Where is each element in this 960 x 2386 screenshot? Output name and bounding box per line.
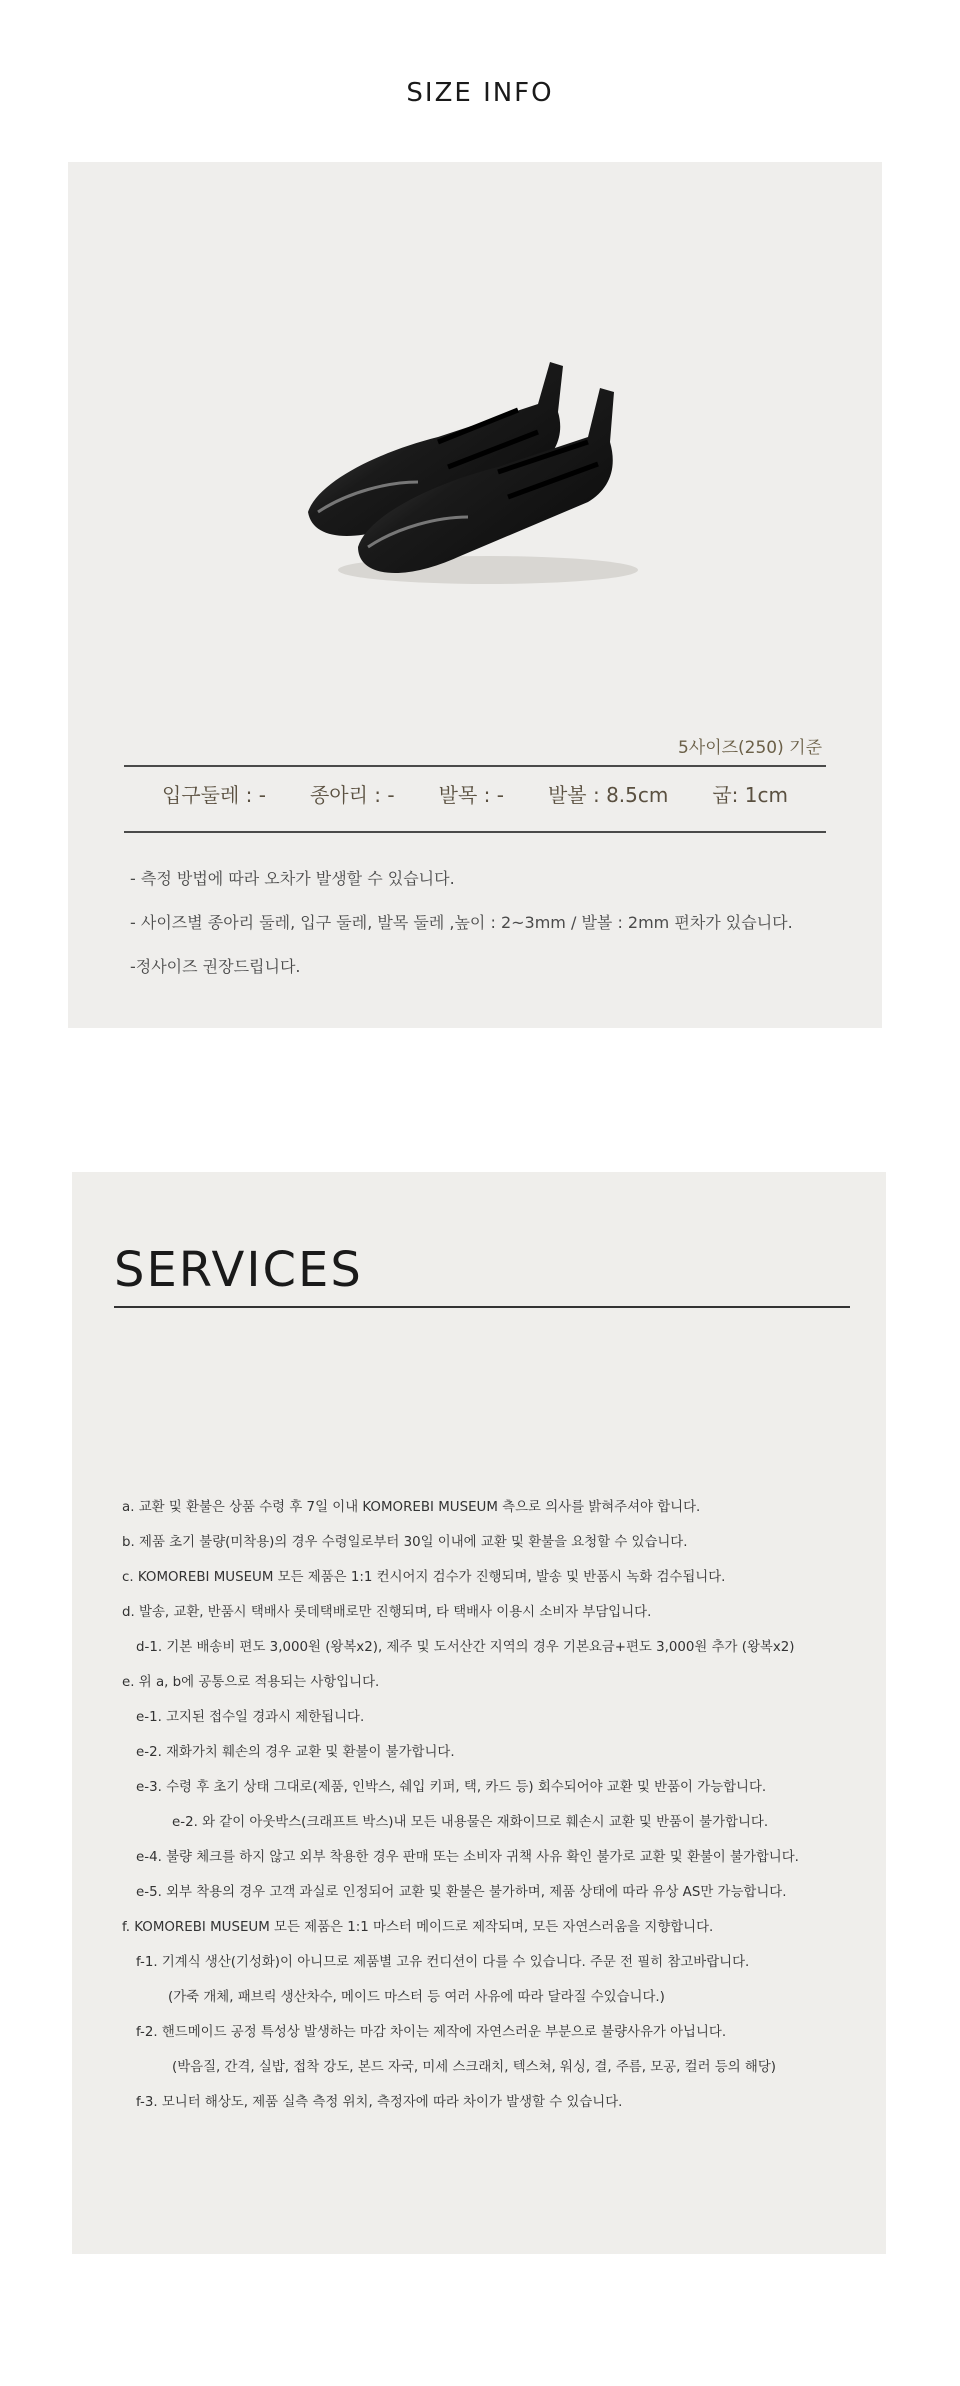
note-line: -정사이즈 권장드립니다. — [130, 957, 301, 976]
divider-top — [124, 765, 826, 767]
size-info-title: SIZE INFO — [406, 78, 554, 108]
term-line: f-1. 기계식 생산(기성화)이 아니므로 제품별 고유 컨디션이 다를 수 있습니다. 주문 전 필히 참고바랍니다. — [136, 1955, 750, 1970]
term-line: d. 발송, 교환, 반품시 택배사 롯데택배로만 진행되며, 타 택배사 이용시 소비자 부담입니다. — [122, 1605, 652, 1620]
term-line: d-1. 기본 배송비 편도 3,000원 (왕복x2), 제주 및 도서산간 지역의 경우 기본요금+편도 3,000원 추가 (왕복x2) — [136, 1640, 795, 1655]
term-line: e-1. 고지된 접수일 경과시 제한됩니다. — [136, 1710, 365, 1725]
services-divider — [114, 1306, 850, 1308]
term-line: a. 교환 및 환불은 상품 수령 후 7일 이내 KOMOREBI MUSEUM 측으로 의사를 밝혀주셔야 합니다. — [122, 1500, 701, 1515]
services-title: SERVICES — [114, 1242, 363, 1298]
term-line: e-2. 재화가치 훼손의 경우 교환 및 환불이 불가합니다. — [136, 1745, 455, 1760]
term-line: e. 위 a, b에 공통으로 적용되는 사항입니다. — [122, 1675, 380, 1690]
measurement-item: 발목 : - — [438, 783, 504, 807]
term-line: e-5. 외부 착용의 경우 고객 과실로 인정되어 교환 및 환불은 불가하며, 제품 상태에 따라 유상 AS만 가능합니다. — [136, 1885, 787, 1900]
term-line: f-2. 핸드메이드 공정 특성상 발생하는 마감 차이는 제작에 자연스러운 부분으로 불량사유가 아닙니다. — [136, 2025, 727, 2040]
note-line: - 사이즈별 종아리 둘레, 입구 둘레, 발목 둘레 ,높이 : 2~3mm / 발볼 : 2mm 편차가 있습니다. — [130, 913, 793, 932]
size-basis: 5사이즈(250) 기준 — [677, 738, 822, 758]
term-line: f-3. 모니터 해상도, 제품 실측 측정 위치, 측정자에 따라 차이가 발생할 수 있습니다. — [136, 2095, 623, 2110]
measurement-item: 종아리 : - — [309, 783, 395, 807]
term-line: (박음질, 간격, 실밥, 접착 강도, 본드 자국, 미세 스크래치, 텍스쳐, 워싱, 결, 주름, 모공, 컬러 등의 해당) — [172, 2060, 776, 2075]
note-line: - 측정 방법에 따라 오차가 발생할 수 있습니다. — [130, 869, 455, 888]
term-line: b. 제품 초기 불량(미착용)의 경우 수령일로부터 30일 이내에 교환 및 환불을 요청할 수 있습니다. — [122, 1535, 688, 1550]
services-panel — [72, 1172, 886, 2254]
term-line: f. KOMOREBI MUSEUM 모든 제품은 1:1 마스터 메이드로 제작되며, 모든 자연스러움을 지향합니다. — [122, 1920, 714, 1935]
term-line: (가죽 개체, 패브릭 생산차수, 메이드 마스터 등 여러 사유에 따라 달라질 수있습니다.) — [168, 1990, 665, 2005]
term-line: e-2. 와 같이 아웃박스(크래프트 박스)내 모든 내용물은 재화이므로 훼손시 교환 및 반품이 불가합니다. — [172, 1815, 769, 1830]
measurement-item: 발볼 : 8.5cm — [547, 783, 669, 807]
divider-bottom — [124, 831, 826, 833]
term-line: e-3. 수령 후 초기 상태 그대로(제품, 인박스, 쉐입 키퍼, 택, 카드 등) 회수되어야 교환 및 반품이 가능합니다. — [136, 1780, 767, 1795]
measurement-item: 굽: 1cm — [712, 783, 788, 807]
size-notes — [130, 867, 793, 999]
size-info-panel — [68, 162, 882, 1028]
measurement-item: 입구둘레 : - — [162, 783, 266, 807]
product-image — [288, 342, 668, 602]
term-line: e-4. 불량 체크를 하지 않고 외부 착용한 경우 판매 또는 소비자 귀책 사유 확인 불가로 교환 및 환불이 불가합니다. — [136, 1850, 799, 1865]
measurement-row — [124, 779, 826, 808]
term-line: c. KOMOREBI MUSEUM 모든 제품은 1:1 컨시어지 검수가 진행되며, 발송 및 반품시 녹화 검수됩니다. — [122, 1570, 726, 1585]
